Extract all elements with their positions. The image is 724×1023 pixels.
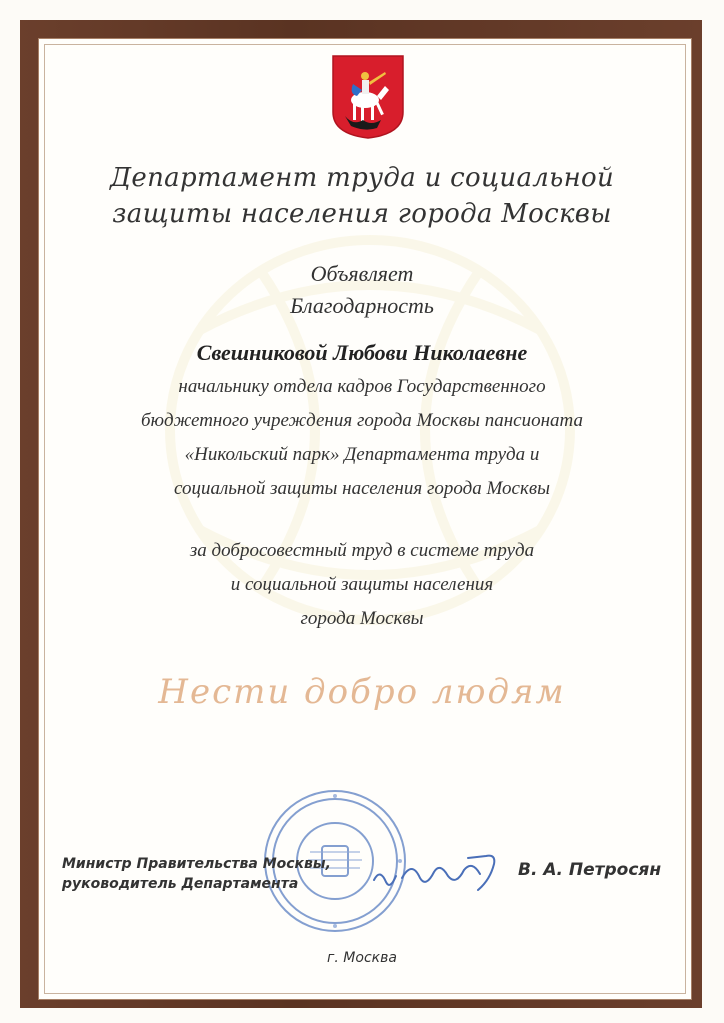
signatory-title [62, 854, 331, 894]
position-line: бюджетного учреждения города Москвы пансионата [141, 410, 583, 431]
signatory-title-line-2: руководитель Департамента [62, 876, 299, 892]
moscow-coat-of-arms-icon [331, 54, 405, 140]
announce-line-1: Объявляет [310, 261, 414, 286]
award-reason [0, 534, 724, 636]
announce-line-2: Благодарность [290, 293, 434, 318]
announcement [0, 258, 724, 322]
department-line-2: защиты населения города Москвы [112, 199, 612, 229]
handwritten-signature-icon [368, 850, 508, 900]
recipient-name: Свешниковой Любови Николаевне [196, 340, 528, 365]
position-line: начальнику отдела кадров Государственного [178, 376, 546, 397]
city: г. Москва [327, 950, 397, 966]
recipient-position [0, 370, 724, 506]
position-line: «Никольский парк» Департамента труда и [184, 444, 540, 465]
reason-line: и социальной защиты населения [230, 574, 494, 595]
department-name [0, 160, 724, 232]
reason-line: города Москвы [300, 608, 424, 629]
position-line: социальной защиты населения города Москвы [174, 478, 550, 499]
reason-line: за добросовестный труд в системе труда [189, 540, 535, 561]
department-line-1: Департамент труда и социальной [109, 163, 615, 193]
motto: Нести добро людям [158, 672, 566, 712]
signatory-title-line-1: Министр Правительства Москвы, [62, 856, 331, 872]
signatory-name: В. А. Петросян [518, 860, 662, 880]
